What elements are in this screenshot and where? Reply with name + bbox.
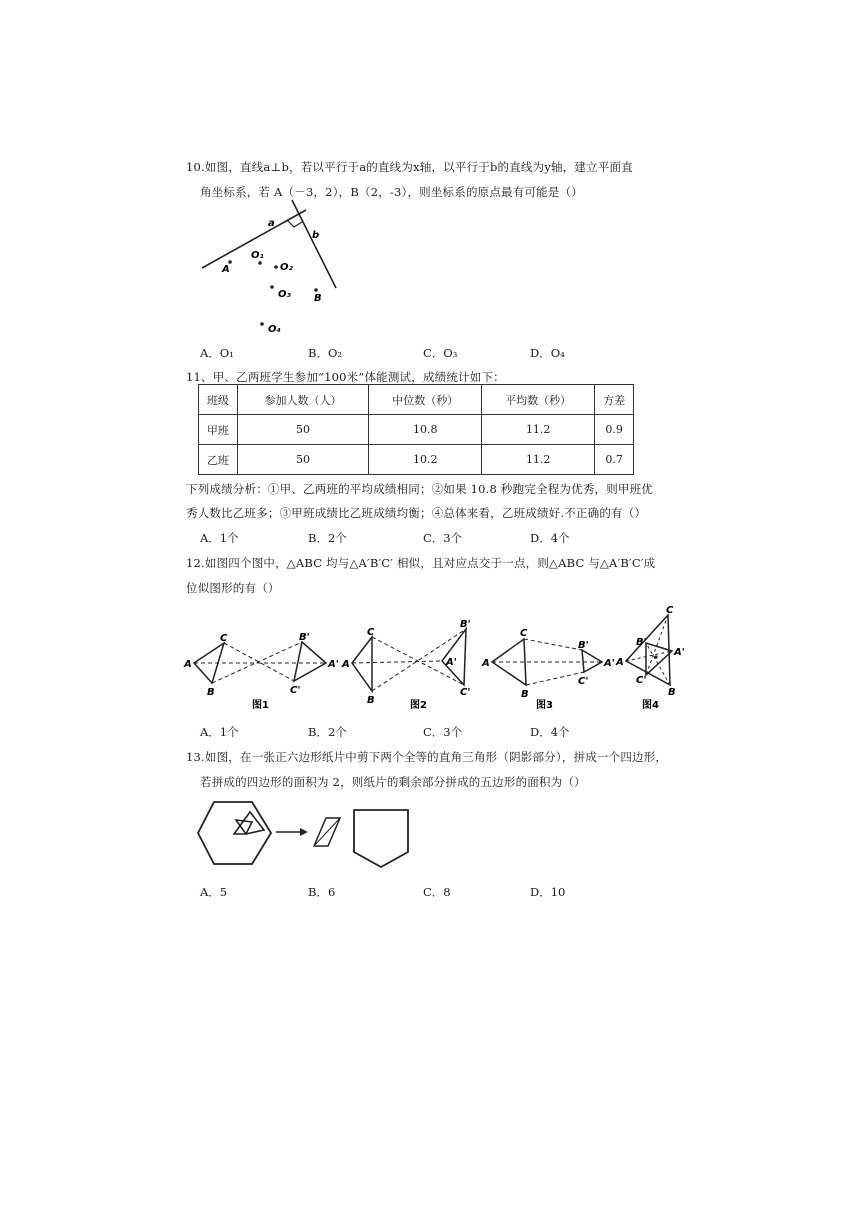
q12-option-c: C．3个 [423, 725, 463, 739]
table-cell: 甲班 [199, 415, 238, 445]
line-b [292, 200, 336, 288]
table-header-row [199, 385, 634, 415]
q12-figure-3 [481, 628, 615, 711]
q12-option-d: D．4个 [530, 725, 570, 739]
f1-caption: 图1 [252, 700, 269, 711]
right-angle-mark [287, 220, 302, 227]
label-b: b [312, 230, 320, 241]
table-header-cell: 方差 [595, 385, 634, 415]
q13-option-b: B．6 [308, 885, 336, 899]
point-O4 [260, 322, 264, 326]
q10-option-b: B．O₂ [308, 346, 342, 360]
q10-option-d: D．O₄ [530, 346, 565, 360]
f2-label-B: B [367, 695, 375, 706]
q11-option-a: A．1个 [200, 531, 239, 545]
table-cell: 11.2 [482, 415, 595, 445]
table-header-cell: 平均数（秒） [482, 385, 595, 415]
table-cell: 乙班 [199, 445, 238, 475]
label-O1: O₁ [251, 250, 264, 261]
point-O3 [270, 285, 274, 289]
f3-label-C: C [520, 628, 528, 639]
q13-option-a: A．5 [200, 885, 228, 899]
f4-label-A: A [616, 657, 624, 668]
q11-option-d: D．4个 [530, 531, 570, 545]
label-B: B [314, 293, 322, 304]
f3-label-A1: A' [604, 658, 615, 669]
f1-label-C: C [220, 633, 228, 644]
f4-label-C1: C' [636, 675, 647, 686]
table-cell: 50 [237, 445, 369, 475]
f3-caption: 图3 [536, 700, 553, 711]
table-cell: 10.2 [369, 445, 482, 475]
f1-label-A: A [184, 659, 192, 670]
label-O2: O₂ [280, 262, 293, 273]
q11-analysis-line1: 下列成绩分析：①甲、乙两班的平均成绩相同；②如果 10.8 秒跑完全程为优秀，则甲班优 [186, 482, 654, 496]
table-header-cell: 班级 [199, 385, 238, 415]
q11-stats-table [198, 384, 634, 475]
hexagon-paper [198, 802, 271, 864]
label-a: a [268, 218, 275, 229]
q13-figure [196, 800, 416, 870]
q11-option-b: B．2个 [308, 531, 347, 545]
q12-stem-line2: 位似图形的有（） [186, 581, 280, 595]
q11-stem: 11、甲、乙两班学生参加“100米”体能测试，成绩统计如下： [186, 370, 505, 384]
q11-analysis-line2: 秀人数比乙班多；③甲班成绩比乙班成绩均衡；④总体来看，乙班成绩好.不正确的有（） [186, 506, 647, 520]
q10-figure [196, 200, 356, 340]
table-cell: 0.9 [595, 415, 634, 445]
point-O2 [274, 265, 278, 269]
table-header-cell: 参加人数（人） [237, 385, 369, 415]
table-cell: 10.8 [369, 415, 482, 445]
point-B [314, 288, 318, 292]
point-O1 [258, 261, 262, 265]
f1-label-A1: A' [328, 659, 339, 670]
f2-label-A1: A' [446, 657, 457, 668]
label-A: A [222, 264, 230, 275]
f1-label-B1: B' [299, 632, 310, 643]
table-cell: 0.7 [595, 445, 634, 475]
arrow-icon [276, 828, 308, 836]
f4-label-A1: A' [674, 647, 685, 658]
table-row [199, 445, 634, 475]
q10-option-a: A．O₁ [200, 346, 234, 360]
f1-label-C1: C' [290, 685, 301, 696]
q10-stem-line1: 10.如图，直线a⊥b，若以平行于a的直线为x轴，以平行于b的直线为y轴，建立平面直 [186, 160, 633, 174]
q13-stem-line1: 13.如图，在一张正六边形纸片中剪下两个全等的直角三角形（阴影部分），拼成一个四边形， [186, 750, 668, 764]
f3-label-A: A [482, 658, 490, 669]
f4-label-C: C [666, 605, 674, 616]
q12-figure-2 [341, 619, 471, 711]
label-O4: O₄ [268, 324, 281, 335]
q12-option-b: B．2个 [308, 725, 347, 739]
table-cell: 50 [237, 415, 369, 445]
pentagon-shape [354, 810, 408, 867]
q11-option-c: C．3个 [423, 531, 463, 545]
q10-stem-line2: 角坐标系，若 A（－3，2），B（2，-3），则坐标系的原点最有可能是（） [200, 185, 583, 199]
f3-label-B1: B' [578, 640, 589, 651]
q12-option-a: A．1个 [200, 725, 239, 739]
f3-label-B: B [521, 689, 529, 700]
q13-option-c: C．8 [423, 885, 451, 899]
f2-label-A: A [342, 659, 350, 670]
q12-figure-4 [615, 605, 685, 711]
f1-label-B: B [207, 687, 215, 698]
f4-label-B: B [668, 687, 676, 698]
f4-label-B1: B' [636, 637, 647, 648]
label-O3: O₃ [278, 289, 291, 300]
f2-label-C1: C' [460, 687, 471, 698]
q10-option-c: C．O₃ [423, 346, 458, 360]
q13-option-d: D．10 [530, 885, 566, 899]
table-row [199, 415, 634, 445]
q12-figures [180, 605, 690, 713]
parallelogram-shape [314, 818, 340, 846]
table-cell: 11.2 [482, 445, 595, 475]
f2-label-B1: B' [460, 619, 471, 630]
q12-stem-line1: 12.如图四个图中，△ABC 均与△A′B′C′ 相似，且对应点交于一点，则△ABC 与△A′B′C′成 [186, 556, 656, 570]
q12-figure-1 [183, 632, 339, 711]
f2-label-C: C [367, 627, 375, 638]
f4-caption: 图4 [642, 700, 659, 711]
f3-label-C1: C' [578, 676, 589, 687]
q13-stem-line2: 若拼成的四边形的面积为 2，则纸片的剩余部分拼成的五边形的面积为（） [200, 775, 586, 789]
table-header-cell: 中位数（秒） [369, 385, 482, 415]
f2-caption: 图2 [410, 700, 427, 711]
